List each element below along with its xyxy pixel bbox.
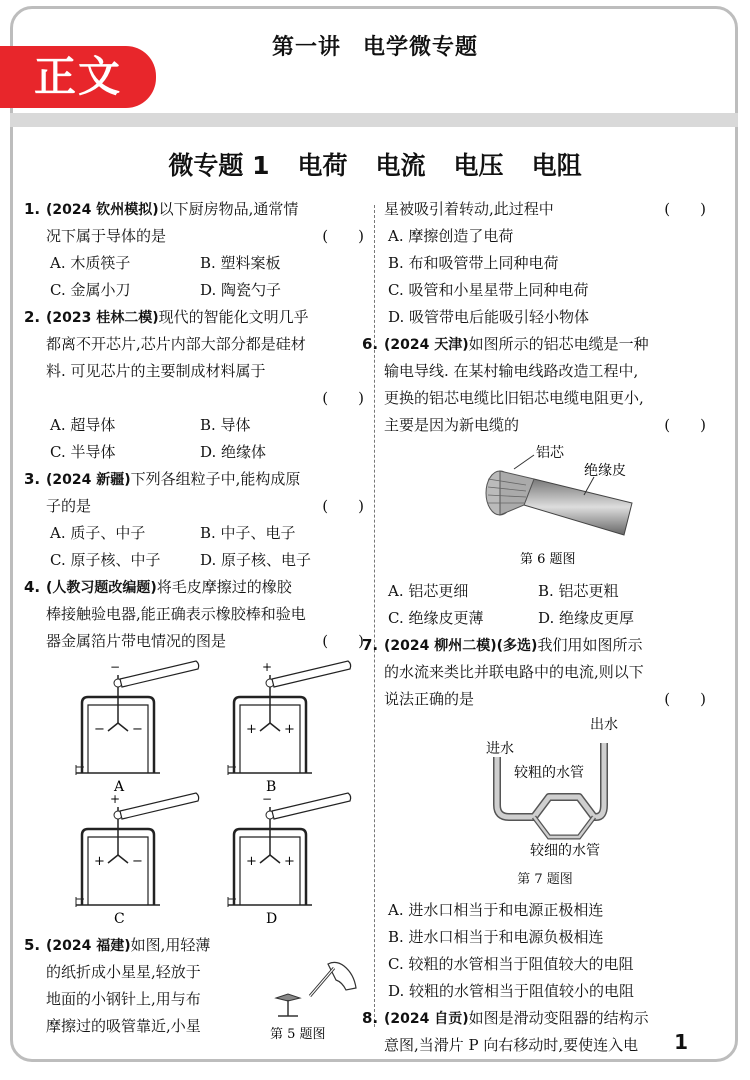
chapter-title: 第一讲 电学微专题	[271, 35, 479, 60]
fig5-caption: 第 5 题图	[270, 1027, 326, 1042]
svg-text:−: −	[132, 854, 143, 869]
svg-text:+: +	[94, 854, 105, 869]
options: A. 摩擦创造了电荷 B. 布和吸管带上同种电荷 C. 吸管和小星星带上同种电荷 D. 吸管带电后能吸引轻小物体	[388, 227, 590, 326]
svg-text:A: A	[114, 779, 125, 795]
question-2: 2. (2023 桂林二模)现代的智能化文明几乎 都离不开芯片,芯片内部大部分都是硅材 料. 可见芯片的主要制成材料属于 ( ) A. 超导体 B. 导体 C. 半导体 D. 绝缘体	[46, 304, 364, 466]
options: A. 铝芯更细 B. 铝芯更粗 C. 绝缘皮更薄 D. 绝缘皮更厚	[388, 582, 635, 627]
svg-text:−: −	[110, 660, 121, 674]
options: A. 质子、中子 B. 中子、电子 C. 原子核、中子 D. 原子核、电子	[50, 524, 312, 569]
header-rule	[10, 113, 738, 127]
question-5-continued: 星被吸引着转动,此过程中 ( ) A. 摩擦创造了电荷 B. 布和吸管带上同种电荷 C. 吸管和小星星带上同种电荷 D. 吸管带电后能吸引轻小物体	[384, 196, 706, 331]
question-6: 6. (2024 天津)如图所示的铝芯电缆是一种 输电导线. 在某村输电线路改造工程中, 更换的铝芯电缆比旧铝芯电缆电阻更小, 主要是因为新电缆的 ( ) 铝芯 绝缘皮 第 6 题图 A. 铝芯更细 B. 铝芯更粗 C. 绝缘皮更薄 D. 绝缘皮更厚	[384, 331, 706, 632]
svg-text:较细的水管: 较细的水管	[530, 843, 600, 859]
svg-text:B: B	[266, 779, 277, 795]
svg-text:+: +	[246, 854, 257, 869]
fig7-caption: 第 7 题图	[517, 872, 573, 887]
options: A. 超导体 B. 导体 C. 半导体 D. 绝缘体	[50, 416, 267, 461]
water-pipe-figure	[384, 713, 706, 863]
svg-text:+: +	[284, 854, 295, 869]
question-1: 1. (2024 钦州模拟)以下厨房物品,通常情 况下属于导体的是 ( ) A. 木质筷子 B. 塑料案板 C. 金属小刀 D. 陶瓷勺子	[46, 196, 364, 304]
electroscope-C	[76, 792, 199, 925]
svg-text:D: D	[266, 911, 278, 925]
svg-text:出水: 出水	[590, 717, 618, 733]
electroscope-figures	[46, 655, 364, 925]
question-5: 5. (2024 福建)如图,用轻薄 的纸折成小星星,轻放于 地面的小钢针上,用与布 摩擦过的吸管靠近,小星 第 5 题图	[46, 932, 364, 1040]
svg-text:较粗的水管: 较粗的水管	[514, 765, 584, 781]
electroscope-B	[228, 660, 351, 795]
page-number: 1	[674, 1030, 688, 1054]
straw-star-figure	[268, 954, 364, 1044]
options: A. 木质筷子 B. 塑料案板 C. 金属小刀 D. 陶瓷勺子	[50, 254, 282, 299]
svg-text:+: +	[262, 660, 273, 674]
question-7: 7. (2024 柳州二模)(多选)我们用如图所示 的水流来类比并联电路中的电流,则以下 说法正确的是 ( ) 出水 进水 较粗的水管 较细的水管 第 7 题图 A. 进水口相当于和电源正极相连 B. 进水口相当于和电源负极相连 C. 较粗的水管相当于阻值较大的电阻 D. 较粗的水管相当于阻值较小的电阻	[384, 632, 706, 1005]
svg-text:−: −	[132, 722, 143, 737]
electroscope-D	[228, 792, 351, 925]
svg-text:+: +	[284, 722, 295, 737]
section-tab: 正文	[0, 46, 156, 108]
right-column	[362, 196, 706, 1059]
question-3: 3. (2024 新疆)下列各组粒子中,能构成原 子的是 ( ) A. 质子、中子 B. 中子、电子 C. 原子核、中子 D. 原子核、电子	[46, 466, 364, 574]
cable-figure	[384, 439, 706, 569]
electroscope-A	[76, 660, 199, 795]
left-column	[24, 196, 364, 1042]
svg-text:C: C	[114, 911, 125, 925]
svg-text:绝缘皮: 绝缘皮	[584, 463, 626, 479]
column-divider	[374, 205, 375, 1027]
question-8: 8. (2024 自贡)如图是滑动变阻器的结构示 意图,当滑片 P 向右移动时,要使连入电	[362, 1009, 649, 1054]
options: A. 进水口相当于和电源正极相连 B. 进水口相当于和电源负极相连 C. 较粗的水管相当于阻值较大的电阻 D. 较粗的水管相当于阻值较小的电阻	[388, 901, 635, 1000]
topic-title: 微专题 1 电荷 电流 电压 电阻	[168, 151, 582, 180]
svg-text:−: −	[262, 792, 273, 806]
fig6-caption: 第 6 题图	[520, 552, 576, 567]
svg-text:+: +	[110, 792, 121, 806]
page-header	[0, 0, 750, 130]
svg-text:+: +	[246, 722, 257, 737]
svg-text:铝芯: 铝芯	[536, 445, 564, 461]
svg-text:−: −	[94, 722, 105, 737]
question-4: 4. (人教习题改编题)将毛皮摩擦过的橡胶 棒接触验电器,能正确表示橡胶棒和验电 器金属箔片带电情况的图是 ( ) − − − A + + + B + + − C − + + D	[24, 578, 364, 925]
svg-text:进水: 进水	[486, 741, 514, 757]
